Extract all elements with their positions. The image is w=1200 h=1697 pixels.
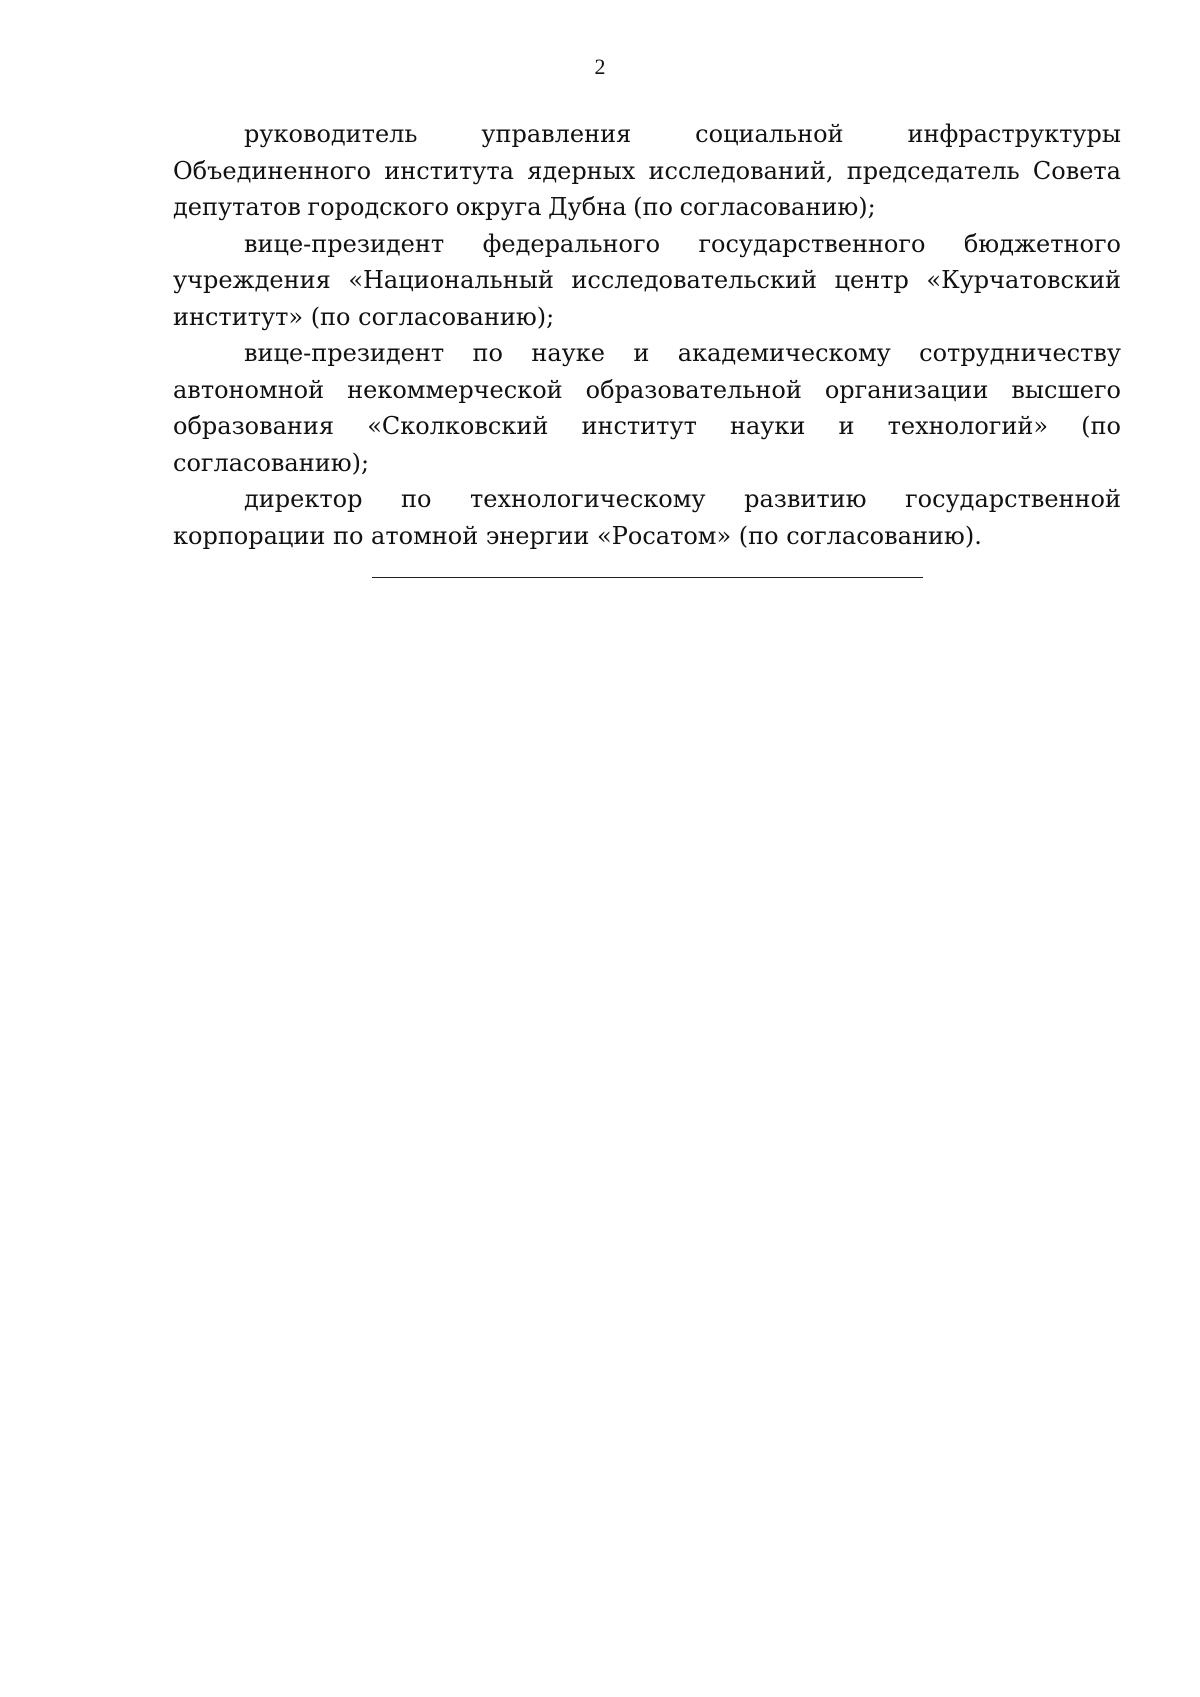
document-body [173, 116, 1121, 554]
member-item: вице-президент федерального государственного бюджетного учреждения «Национальный исследовательский центр «Курчатовский институт» (по согласованию); [173, 229, 1121, 331]
member-item: директор по технологическому развитию государственной корпорации по атомной энергии «Росатом» (по согласованию). [173, 485, 1121, 550]
end-separator-line [372, 577, 923, 578]
member-item: руководитель управления социальной инфраструктуры Объединенного института ядерных исследований, председатель Совета депутатов городского округа Дубна (по согласованию); [173, 120, 1121, 221]
member-item: вице-президент по науке и академическому сотрудничеству автономной некоммерческой образовательной организации высшего образования «Сколковский институт науки и технологий» (по согласованию); [173, 339, 1121, 477]
page-number: 2 [594, 54, 606, 79]
